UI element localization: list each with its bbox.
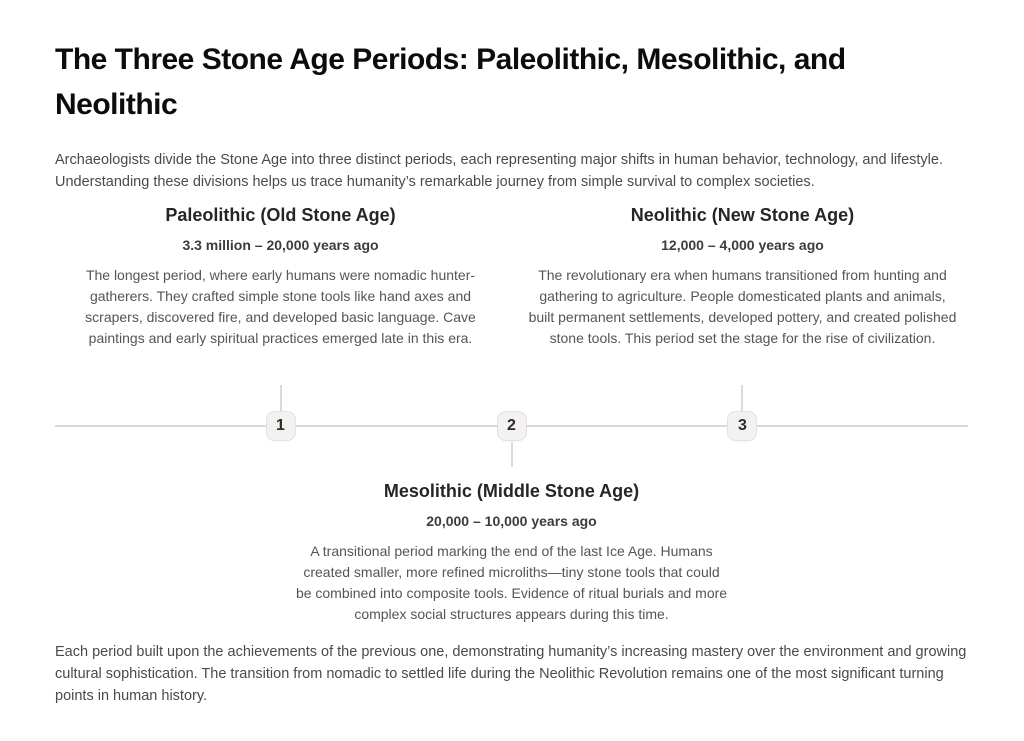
- marker-number: 1: [276, 417, 285, 434]
- timeline-marker-2: [497, 411, 527, 441]
- timeline-item-mesolithic: [296, 479, 728, 625]
- period-description: A transitional period marking the end of the last Ice Age. Humans created smaller, more refined microliths—tiny stone tools that could be combined into composite tools. Evidence of ritual burials and more complex social structures appears during this time.: [295, 543, 728, 622]
- conclusion-paragraph: Each period built upon the achievements of the previous one, demonstrating humanity’s increasing mastery over the environment and growing cultural sophistication. The transition from nomadic to settled life during the Neolithic Revolution remains one of the most significant turning points in human history.: [55, 644, 967, 704]
- intro-paragraph: Archaeologists divide the Stone Age into three distinct periods, each representing major shifts in human behavior, technology, and lifestyle. Understanding these divisions helps us trace humanity’s remarkable journey from simple survival to complex societies.: [55, 152, 943, 190]
- timeline-item-paleolithic: [65, 203, 497, 349]
- period-description: The revolutionary era when humans transitioned from hunting and gathering to agriculture. People domesticated plants and animals, built permanent settlements, developed pottery, and created polished stone tools. This period set the stage for the rise of civilization.: [528, 267, 957, 346]
- period-title: Neolithic (New Stone Age): [630, 205, 855, 225]
- timeline-marker-1: [266, 411, 296, 441]
- marker-number: 3: [738, 417, 747, 434]
- period-description: The longest period, where early humans were nomadic hunter-gatherers. They crafted simple stone tools like hand axes and scrapers, discovered fire, and developed basic language. Cave paintings and early spiritual practices emerged late in this era.: [85, 267, 476, 346]
- stone-age-timeline: [55, 203, 968, 625]
- period-range: 12,000 – 4,000 years ago: [661, 237, 824, 253]
- connector-paleolithic: [280, 385, 282, 412]
- period-title: Mesolithic (Middle Stone Age): [383, 481, 640, 501]
- marker-number: 2: [507, 417, 516, 434]
- connector-neolithic: [741, 385, 743, 412]
- timeline-item-neolithic: [526, 203, 958, 349]
- period-range: 20,000 – 10,000 years ago: [426, 513, 597, 529]
- page-title: The Three Stone Age Periods: Paleolithic, Mesolithic, and Neolithic: [55, 43, 846, 121]
- connector-mesolithic: [511, 442, 513, 467]
- timeline-marker-3: [727, 411, 757, 441]
- period-range: 3.3 million – 20,000 years ago: [182, 237, 379, 253]
- period-title: Paleolithic (Old Stone Age): [165, 205, 396, 225]
